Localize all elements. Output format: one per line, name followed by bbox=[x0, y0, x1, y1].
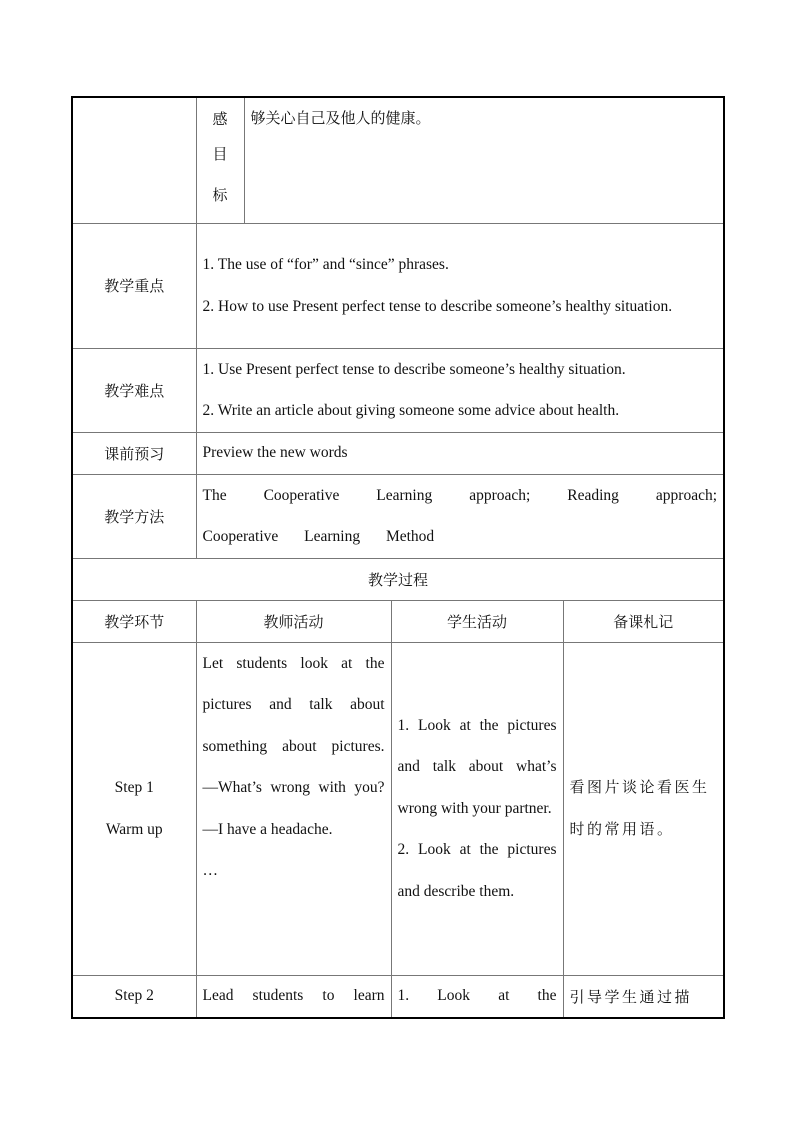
step-2-note: 引导学生通过描 bbox=[563, 975, 724, 1018]
difficulties-content bbox=[196, 348, 724, 432]
preview-row bbox=[72, 432, 724, 474]
step-1-student-1: 1. Look at the pictures and talk about what’s wrong with your partner. bbox=[397, 716, 557, 817]
empty-cell bbox=[72, 97, 196, 223]
methods-row bbox=[72, 474, 724, 558]
key-points-label: 教学重点 bbox=[72, 223, 196, 348]
process-header-row bbox=[72, 600, 724, 642]
step-1-sub: Warm up bbox=[105, 820, 163, 838]
label-char: 标 bbox=[212, 186, 228, 204]
process-title-row bbox=[72, 558, 724, 600]
methods-content: The Cooperative Learning approach; Reading approach; Cooperative Learning Method bbox=[196, 474, 724, 558]
step-1-row bbox=[72, 642, 724, 975]
header-notes: 备课札记 bbox=[563, 600, 724, 642]
header-teacher: 教师活动 bbox=[196, 600, 391, 642]
step-1-student bbox=[391, 642, 563, 975]
methods-label: 教学方法 bbox=[72, 474, 196, 558]
lesson-plan-table bbox=[71, 96, 725, 1019]
preview-label: 课前预习 bbox=[72, 432, 196, 474]
label-char: 目 bbox=[212, 145, 228, 163]
step-2-row bbox=[72, 975, 724, 1018]
key-points-row bbox=[72, 223, 724, 348]
step-1-name: Step 1 bbox=[114, 779, 154, 796]
emotion-goal-label bbox=[196, 97, 244, 223]
key-points-content bbox=[196, 223, 724, 348]
key-point-1: 1. The use of “for” and “since” phrases. bbox=[202, 256, 449, 273]
step-1-teacher bbox=[196, 642, 391, 975]
step-1-teacher-intro: Let students look at the pictures and talk about something about pictures. bbox=[202, 654, 385, 755]
step-2-name: Step 2 bbox=[72, 975, 196, 1018]
step-1-note: 看图片谈论看医生时的常用语。 bbox=[563, 642, 724, 975]
lesson-plan-page bbox=[71, 96, 723, 1018]
difficulties-row bbox=[72, 348, 724, 432]
process-title: 教学过程 bbox=[72, 558, 724, 600]
label-char: 感 bbox=[212, 110, 228, 128]
emotion-goal-row bbox=[72, 97, 724, 223]
step-1-dialog-1: —What’s wrong with you? bbox=[202, 779, 385, 796]
key-point-2: 2. How to use Present perfect tense to describe someone’s healthy situation. bbox=[202, 297, 673, 315]
header-stage: 教学环节 bbox=[72, 600, 196, 642]
difficulties-label: 教学难点 bbox=[72, 348, 196, 432]
difficulty-1: 1. Use Present perfect tense to describe someone’s healthy situation. bbox=[202, 360, 626, 378]
emotion-goal-text: 够关心自己及他人的健康。 bbox=[244, 97, 724, 223]
step-1-dialog-3: … bbox=[202, 862, 218, 879]
step-2-student: 1. Look at the bbox=[391, 975, 563, 1018]
step-2-teacher: Lead students to learn bbox=[196, 975, 391, 1018]
header-student: 学生活动 bbox=[391, 600, 563, 642]
step-1-student-2: 2. Look at the pictures and describe them. bbox=[397, 841, 557, 900]
preview-content: Preview the new words bbox=[196, 432, 724, 474]
step-1-stage bbox=[72, 642, 196, 975]
difficulty-2: 2. Write an article about giving someone some advice about health. bbox=[202, 402, 620, 419]
step-1-dialog-2: —I have a headache. bbox=[202, 820, 333, 838]
